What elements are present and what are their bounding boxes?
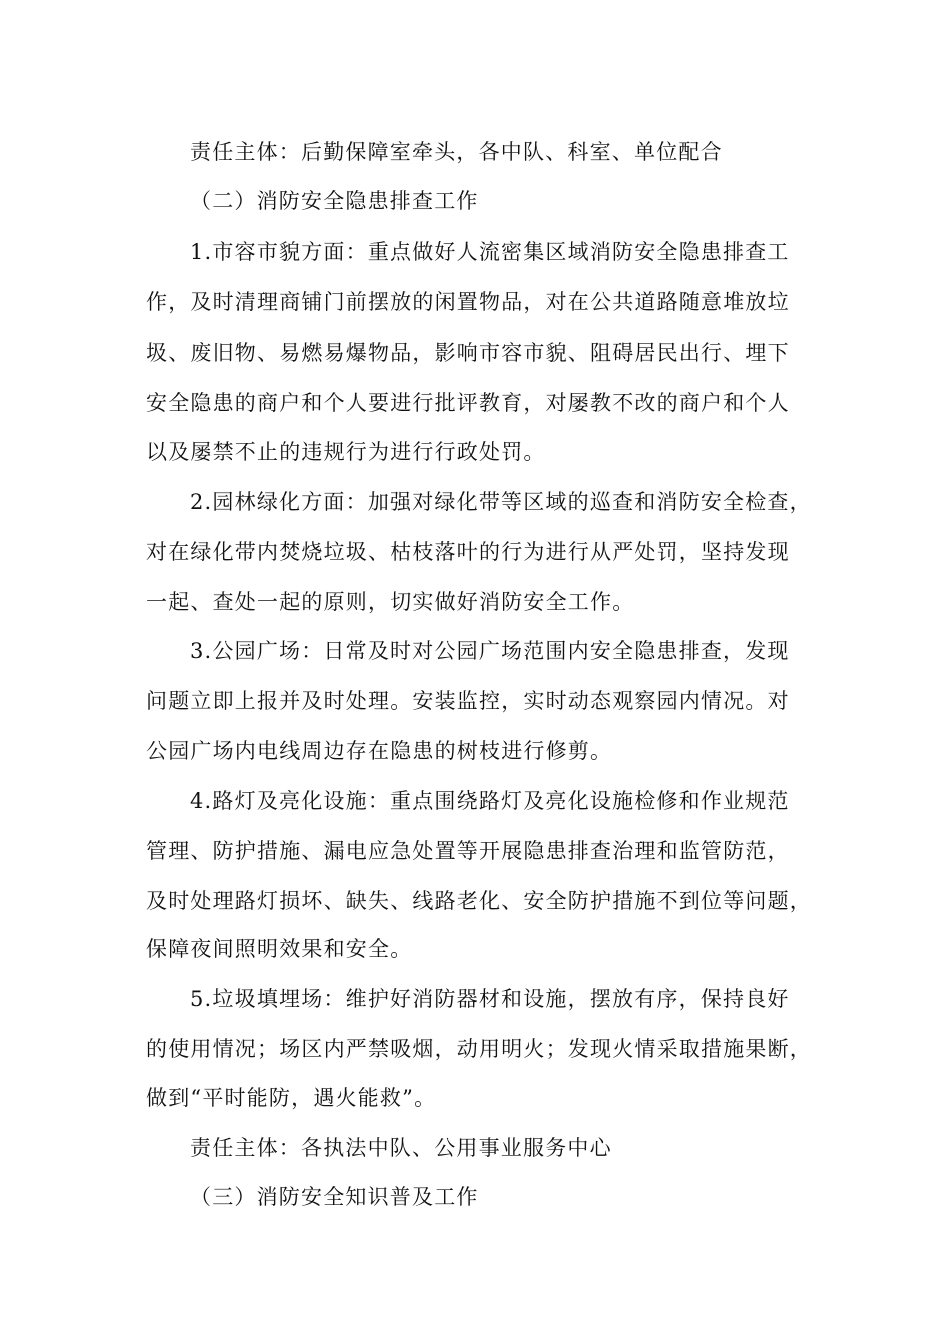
paragraph-line: 做到“平时能防，遇火能救”。	[146, 1086, 437, 1110]
section-heading: （二）消防安全隐患排查工作	[190, 189, 479, 213]
paragraph-line: 的使用情况；场区内严禁吸烟，动用明火；发现火情采取措施果断，	[146, 1037, 812, 1061]
paragraph-line: 以及屡禁不止的违规行为进行行政处罚。	[146, 440, 546, 464]
paragraph-line: 一起、查处一起的原则，切实做好消防安全工作。	[146, 590, 635, 614]
paragraph-line: 安全隐患的商户和个人要进行批评教育，对屡教不改的商户和个人	[146, 391, 790, 415]
paragraph-line: 4.路灯及亮化设施：重点围绕路灯及亮化设施检修和作业规范	[190, 789, 790, 813]
paragraph-line: 管理、防护措施、漏电应急处置等开展隐患排查治理和监管防范，	[146, 839, 790, 863]
section-heading: （三）消防安全知识普及工作	[190, 1185, 479, 1209]
responsibility-statement: 责任主体：各执法中队、公用事业服务中心	[190, 1136, 612, 1160]
paragraph-line: 作，及时清理商铺门前摆放的闲置物品，对在公共道路随意堆放垃	[146, 290, 790, 314]
responsibility-statement: 责任主体：后勤保障室牵头，各中队、科室、单位配合	[190, 140, 723, 164]
paragraph-line: 圾、废旧物、易燃易爆物品，影响市容市貌、阻碍居民出行、埋下	[146, 341, 790, 365]
paragraph-line: 问题立即上报并及时处理。安装监控，实时动态观察园内情况。对	[146, 689, 790, 713]
paragraph-line: 2.园林绿化方面：加强对绿化带等区域的巡查和消防安全检查，	[190, 490, 812, 514]
paragraph-line: 3.公园广场：日常及时对公园广场范围内安全隐患排查，发现	[190, 639, 790, 663]
paragraph-line: 1.市容市貌方面：重点做好人流密集区域消防安全隐患排查工	[190, 240, 790, 264]
paragraph-line: 对在绿化带内焚烧垃圾、枯枝落叶的行为进行从严处罚，坚持发现	[146, 540, 790, 564]
paragraph-line: 保障夜间照明效果和安全。	[146, 937, 413, 961]
paragraph-line: 及时处理路灯损坏、缺失、线路老化、安全防护措施不到位等问题，	[146, 889, 812, 913]
paragraph-line: 5.垃圾填埋场：维护好消防器材和设施，摆放有序，保持良好	[190, 987, 790, 1011]
paragraph-line: 公园广场内电线周边存在隐患的树枝进行修剪。	[146, 739, 613, 763]
